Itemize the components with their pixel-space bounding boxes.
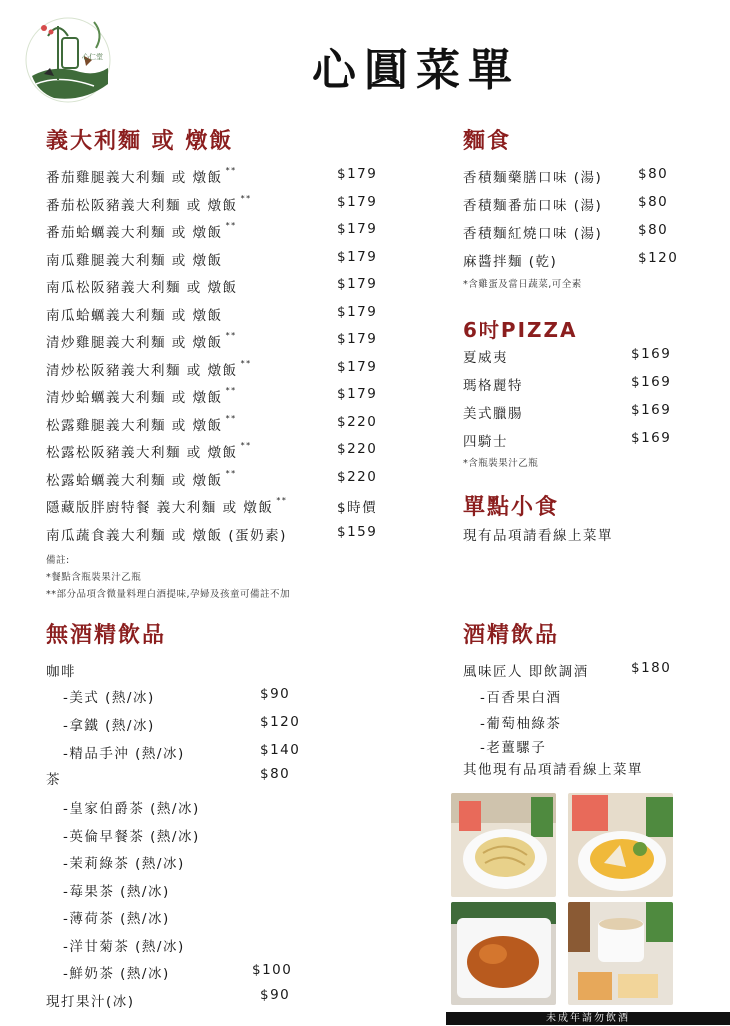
- juice-name: 現打果汁(冰): [46, 994, 135, 1010]
- noodle-item-name: 香積麵藥膳口味 (湯): [463, 170, 603, 186]
- pasta-heading: 義大利麵 或 燉飯: [46, 129, 234, 154]
- pizza-item-price: $169: [631, 402, 672, 418]
- pizza-item-price: $169: [631, 346, 672, 362]
- tea-item-name: -薄荷茶 (熱/冰): [63, 911, 170, 927]
- pasta-item-price: $179: [337, 331, 378, 347]
- juice-price: $90: [260, 987, 291, 1003]
- logo: [24, 14, 112, 104]
- pasta-item-price: $時價: [337, 500, 378, 516]
- coffee-item-price: $140: [260, 742, 301, 758]
- pasta-item-name: 南瓜松阪豬義大利麵 或 燉飯: [46, 280, 238, 296]
- tea-label: 茶: [46, 772, 61, 788]
- pasta-item-name: 松露雞腿義大利麵 或 燉飯 **: [46, 413, 237, 434]
- snacks-text: 現有品項請看線上菜單: [463, 528, 613, 544]
- photo-pasta-pumpkin: [568, 793, 673, 897]
- pasta-item-price: $179: [337, 248, 378, 265]
- pasta-item-price: $179: [337, 358, 378, 375]
- pasta-item-name: 番茄雞腿義大利麵 或 燉飯 **: [46, 166, 237, 186]
- logo-text: 心仁堂: [82, 53, 103, 61]
- item-mark: **: [240, 193, 252, 203]
- noodle-item-price: $80: [638, 222, 669, 238]
- pasta-item-price: $179: [337, 166, 378, 182]
- pasta-item-name: 松露蛤蠣義大利麵 或 燉飯 **: [46, 468, 237, 489]
- pizza-item-name: 四騎士: [463, 434, 508, 450]
- pasta-item-price: $220: [337, 468, 378, 485]
- pasta-item-price: $179: [337, 221, 378, 237]
- pasta-note-wine: **部分品項含微量料理白酒提味,孕婦及孩童可備註不加: [46, 589, 291, 600]
- tea-item-name: -皇家伯爵茶 (熱/冰): [63, 801, 200, 817]
- pasta-item-price: $179: [337, 303, 378, 320]
- photo-milk-tea: [568, 902, 673, 1005]
- pizza-note: *含瓶裝果汁乙瓶: [463, 458, 539, 469]
- pizza-item-name: 夏威夷: [463, 350, 508, 366]
- noodle-item-price: $120: [638, 250, 679, 266]
- pasta-item-price: $179: [337, 276, 378, 292]
- pasta-item-price: $220: [337, 441, 378, 457]
- tea-item-name: -鮮奶茶 (熱/冰): [63, 966, 170, 982]
- alcohol-item: -百香果白酒: [480, 690, 562, 706]
- noodle-item-name: 麻醬拌麵 (乾): [463, 254, 558, 270]
- tea-item-name: -茉莉綠茶 (熱/冰): [63, 856, 185, 872]
- pasta-item-name: 南瓜蛤蠣義大利麵 或 燉飯: [46, 307, 223, 324]
- page-title: 心圓菜單: [312, 45, 520, 96]
- pizza-heading: 6吋PIZZA: [463, 318, 578, 342]
- pasta-item-name: 隱藏版胖廚特餐 義大利麵 或 燉飯 **: [46, 496, 288, 516]
- coffee-item-name: -拿鐵 (熱/冰): [63, 718, 155, 734]
- pasta-item-name: 松露松阪豬義大利麵 或 燉飯 **: [46, 441, 252, 461]
- coffee-item-name: -美式 (熱/冰): [63, 690, 155, 706]
- tea-item-name: -洋甘菊茶 (熱/冰): [63, 938, 185, 955]
- coffee-label: 咖啡: [46, 664, 76, 680]
- alcohol-main-name: 風味匠人 即飲調酒: [463, 664, 589, 680]
- noodle-item-price: $80: [638, 194, 669, 210]
- noodle-item-name: 香積麵紅燒口味 (湯): [463, 226, 603, 242]
- alcoholic-heading: 酒精飲品: [463, 623, 560, 648]
- item-mark: **: [276, 496, 288, 505]
- coffee-item-price: $90: [260, 686, 291, 702]
- item-mark: **: [240, 441, 252, 450]
- pasta-item-name: 南瓜蔬食義大利麵 或 燉飯 (蛋奶素): [46, 527, 287, 544]
- item-mark: **: [225, 221, 237, 230]
- pizza-item-price: $169: [631, 374, 672, 390]
- pasta-item-name: 清炒松阪豬義大利麵 或 燉飯 **: [46, 358, 252, 379]
- photo-chicken: [451, 902, 556, 1005]
- item-mark: **: [225, 468, 237, 478]
- tea-item-name: -英倫早餐茶 (熱/冰): [63, 828, 200, 845]
- pizza-item-name: 美式臘腸: [463, 406, 523, 422]
- pasta-item-price: $159: [337, 523, 378, 540]
- pasta-item-name: 番茄蛤蠣義大利麵 或 燉飯 **: [46, 221, 237, 241]
- pizza-item-name: 瑪格麗特: [463, 378, 523, 394]
- item-mark: **: [240, 358, 252, 368]
- pasta-note-juice: *餐點含瓶裝果汁乙瓶: [46, 572, 142, 583]
- alcohol-more: 其他現有品項請看線上菜單: [463, 762, 643, 778]
- age-warning-banner: 未成年請勿飲酒: [446, 1012, 730, 1025]
- item-mark: **: [225, 413, 237, 423]
- photo-pasta-cream: [451, 793, 556, 897]
- tea-item-name: -莓果茶 (熱/冰): [63, 883, 170, 900]
- noodle-item-name: 香積麵番茄口味 (湯): [463, 198, 603, 214]
- alcohol-item: -老薑騾子: [480, 740, 547, 756]
- alcohol-main-price: $180: [631, 660, 672, 676]
- snacks-heading: 單點小食: [463, 495, 560, 520]
- pasta-item-price: $179: [337, 193, 378, 210]
- tea-item-price: $100: [252, 962, 293, 978]
- coffee-item-name: -精品手沖 (熱/冰): [63, 746, 185, 762]
- pasta-note-title: 備註:: [46, 555, 70, 566]
- noodle-item-price: $80: [638, 166, 669, 182]
- pasta-item-price: $220: [337, 413, 378, 430]
- pasta-item-name: 番茄松阪豬義大利麵 或 燉飯 **: [46, 193, 252, 214]
- alcohol-item: -葡萄柚綠茶: [480, 716, 562, 732]
- coffee-item-price: $120: [260, 714, 301, 730]
- noodles-note: *含雞蛋及當日蔬菜,可全素: [463, 279, 582, 290]
- pasta-item-price: $179: [337, 386, 378, 402]
- tea-price: $80: [260, 766, 291, 782]
- item-mark: **: [225, 331, 237, 340]
- item-mark: **: [225, 386, 237, 395]
- pasta-item-name: 南瓜雞腿義大利麵 或 燉飯: [46, 252, 223, 269]
- non-alcoholic-heading: 無酒精飲品: [46, 623, 167, 648]
- pasta-item-name: 清炒雞腿義大利麵 或 燉飯 **: [46, 331, 237, 351]
- item-mark: **: [225, 166, 237, 175]
- noodles-heading: 麵食: [463, 129, 512, 154]
- pizza-item-price: $169: [631, 430, 672, 446]
- pasta-item-name: 清炒蛤蠣義大利麵 或 燉飯 **: [46, 386, 237, 406]
